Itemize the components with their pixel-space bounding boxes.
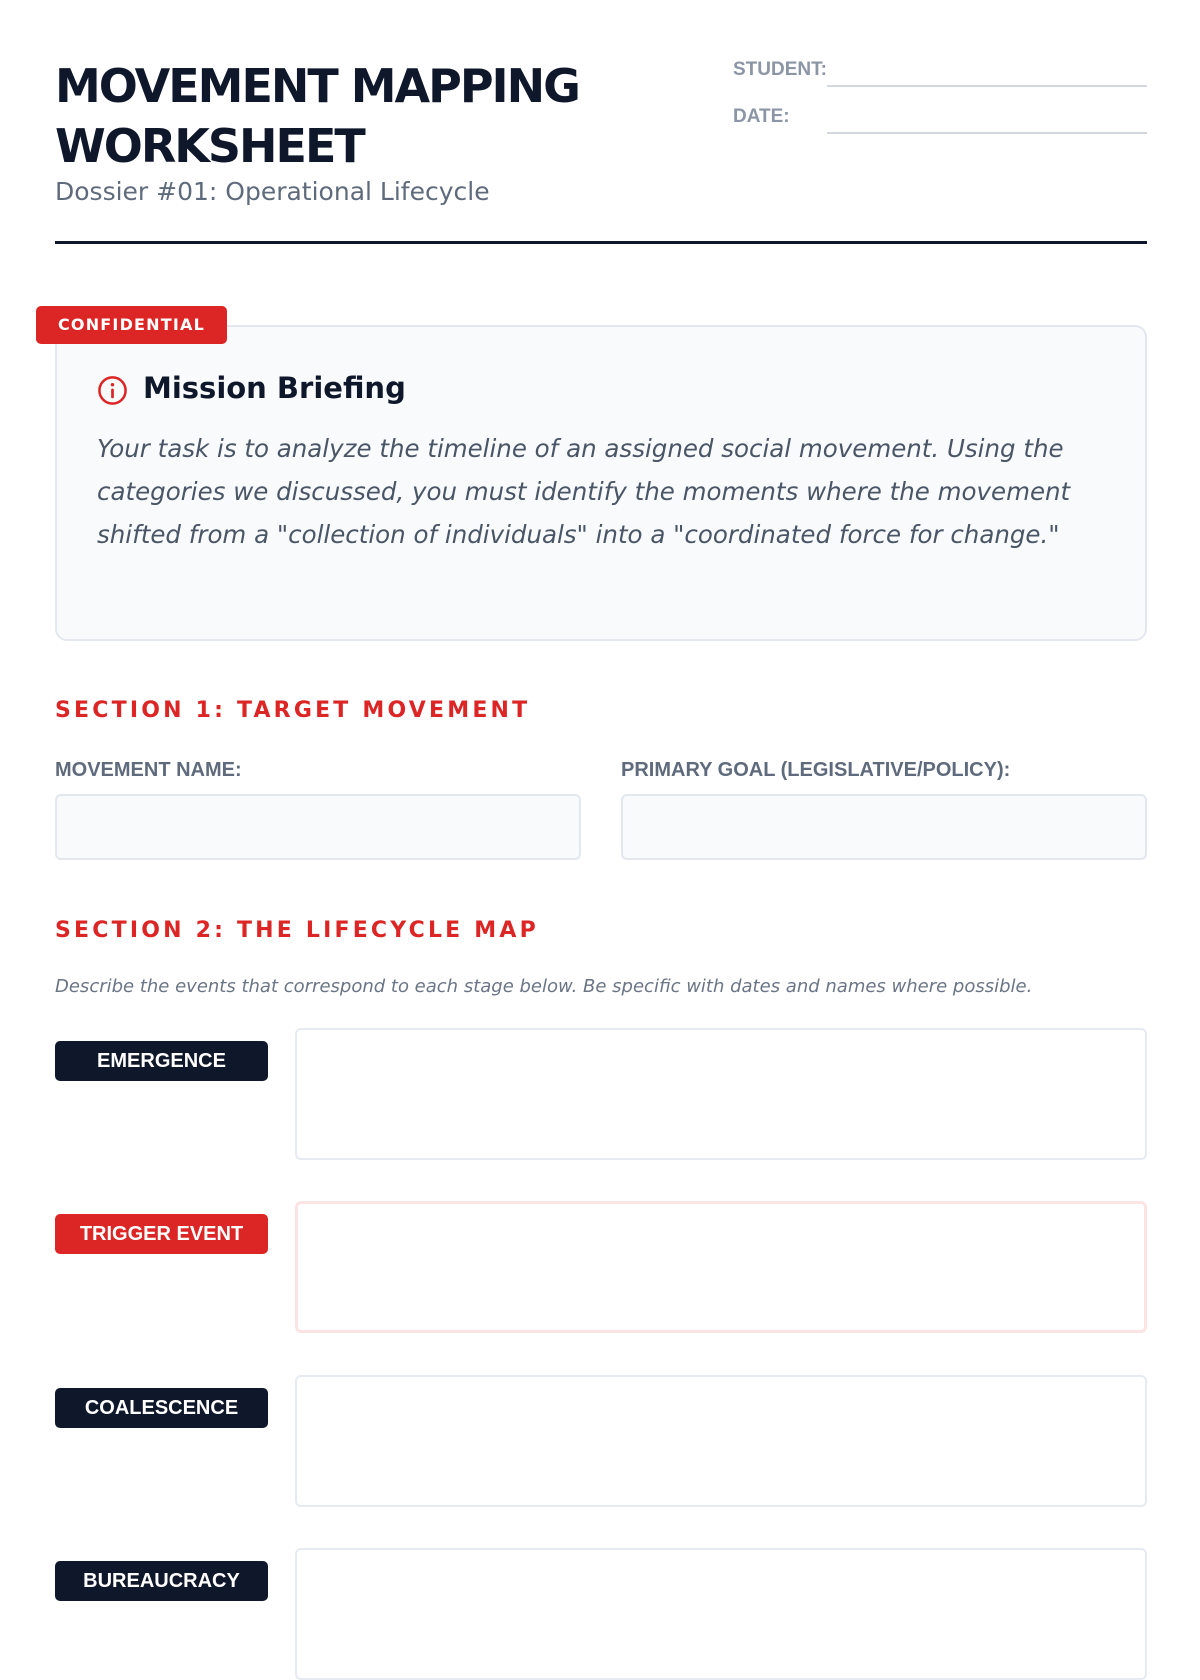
stage-badge-emergence: EMERGENCE [55, 1041, 268, 1081]
primary-goal-input[interactable] [621, 794, 1147, 860]
student-label: STUDENT: [733, 59, 827, 80]
briefing-title: Mission Briefing [143, 371, 406, 405]
movement-name-input[interactable] [55, 794, 581, 860]
coalescence-answer-box[interactable] [295, 1375, 1147, 1507]
bureaucracy-answer-box[interactable] [295, 1548, 1147, 1680]
worksheet-subtitle: Dossier #01: Operational Lifecycle [55, 177, 490, 206]
briefing-text: Your task is to analyze the timeline of an assigned social movement. Using the categories we discussed, you must identify the moments where the movement shifted from a "collection of individuals" into a "coordinated force for change." [97, 434, 1071, 549]
emergence-answer-box[interactable] [295, 1028, 1147, 1160]
movement-name-label: MOVEMENT NAME: [55, 759, 242, 781]
section-2-heading: SECTION 2: THE LIFECYCLE MAP [55, 918, 539, 943]
worksheet-header [55, 56, 1147, 244]
stage-row-bureaucracy [55, 1548, 1147, 1680]
worksheet-title: MOVEMENT MAPPING WORKSHEET [55, 59, 579, 173]
date-field-row [733, 103, 1147, 150]
stage-row-emergence [55, 1028, 1147, 1160]
student-info-fields [733, 56, 1147, 150]
stage-row-coalescence [55, 1375, 1147, 1507]
date-line[interactable] [827, 132, 1147, 134]
mission-briefing-panel [55, 325, 1147, 641]
trigger-event-answer-box[interactable] [295, 1201, 1147, 1333]
primary-goal-label: PRIMARY GOAL (LEGISLATIVE/POLICY): [621, 759, 1011, 781]
student-name-line[interactable] [827, 85, 1147, 87]
date-label: DATE: [733, 106, 790, 127]
stage-badge-trigger-event: TRIGGER EVENT [55, 1214, 268, 1254]
info-circle-icon [97, 375, 128, 406]
student-field-row [733, 56, 1147, 103]
stage-badge-coalescence: COALESCENCE [55, 1388, 268, 1428]
lifecycle-instructions: Describe the events that correspond to each stage below. Be specific with dates and names where possible. [55, 976, 1033, 997]
stage-row-trigger-event [55, 1201, 1147, 1333]
stage-badge-bureaucracy: BUREAUCRACY [55, 1561, 268, 1601]
confidential-badge: CONFIDENTIAL [36, 306, 227, 344]
section-1-heading: SECTION 1: TARGET MOVEMENT [55, 698, 531, 723]
